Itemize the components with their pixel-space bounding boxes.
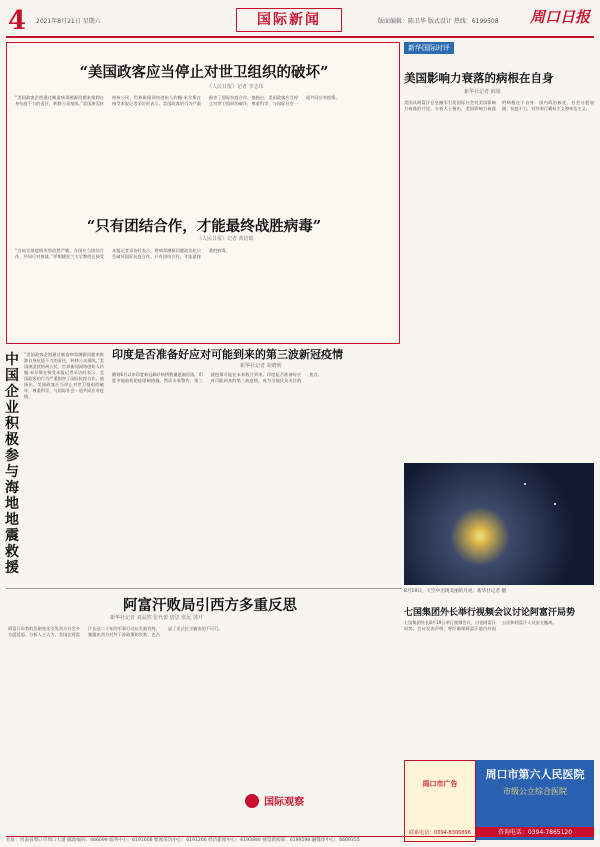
observation-badge — [245, 790, 355, 808]
section-title: 国际新闻 — [236, 8, 342, 32]
sidebar-headline: 美国影响力衰落的病根在自身 — [404, 71, 554, 85]
moon-photo — [404, 463, 594, 585]
india-headline: 印度是否准备好应对可能到来的第三波新冠疫情 — [112, 348, 343, 361]
star-dot — [524, 483, 526, 485]
lead-body: “美国政客企图通过制造病毒溯源问题来推卸自身抗疫不力的责任，转移公众视线。”美国康涅狄格州公民、世界新闻网络创始人约翰·米尔斯在接受本报记者采访时表示，美国政客的行为严重损害了国际抗疫合作。他指出，美国政客应当停止对世卫组织的破坏，尊重科学，与国际社会一道共同应对疫情。 — [15, 95, 340, 106]
hospital-subtitle: 市级公立综合医院 — [503, 787, 567, 796]
afghanistan-body: 阿富汗局势的急剧变化引发西方社会多方面反思。分析人士认为，美国在阿富汗长达二十年的军事行动以失败告终，暴露出西方对外干涉政策的失败，也凸显了美式民主输出的不可行。 — [8, 626, 223, 637]
second-headline: “只有团结合作，才能最终战胜病毒” — [86, 218, 322, 235]
vertical-headline: 中国企业积极参与海地地震救援 — [5, 352, 19, 576]
sidebar-byline: 新华社记者 韩梁 — [464, 89, 501, 95]
observation-label: 国际观察 — [264, 797, 305, 808]
hospital-name: 周口市第六人民医院 — [485, 768, 585, 781]
second-byline: 《人民日报》记者 黄培昭 — [197, 236, 254, 242]
lead-byline: 《人民日报》记者 李志伟 — [207, 84, 264, 90]
g7-headline: 七国集团外长举行视频会议讨论阿富汗局势 — [404, 608, 576, 618]
second-body: “当前全球疫情形势依然严峻，各国应当团结合作，共同应对挑战。”伊朗德黑兰大学教授在接受本报记者采访时表示，将病毒溯源问题政治化只会破坏国际抗疫合作。只有团结合作，才能最终战胜病毒。 — [15, 248, 230, 259]
sidebar-body: 美国从阿富汗仓皇撤军引发国际社会对美国影响力衰落的讨论。分析人士指出，美国影响力衰落的病根在于自身：国内政治极化、社会分裂加剧、抗疫不力，对外奉行霸权主义和单边主义。 — [404, 100, 594, 111]
divider — [6, 588, 402, 589]
ad-title: 周口市广告 — [422, 780, 458, 788]
ad-phone: 联系电话：0394-8306896 — [409, 830, 471, 836]
page-number: 4 — [8, 6, 27, 36]
afghanistan-byline: 新华社记者 刘品然 张代蕾 唐思 张远 郭升 — [110, 615, 203, 621]
g7-body: 七国集团外长8月19日举行视频会议，讨论阿富汗局势。会议发表声明，呼吁确保阿富汗境内外国公民和阿富汗人员安全撤离。 — [404, 620, 557, 631]
globe-icon — [245, 794, 259, 808]
photo-caption: 8月19日，天空中出现美丽的月亮。新华社记者 摄 — [404, 589, 507, 594]
hospital-advertisement — [476, 760, 594, 840]
date-line: 2021年8月21日 星期六 — [36, 18, 101, 25]
page-header — [0, 0, 600, 38]
editor-info: 版面编辑：陈卫华 版式设计 热线：6199508 — [378, 18, 499, 25]
lead-headline: “美国政客应当停止对世卫组织的破坏” — [79, 64, 329, 81]
india-byline: 新华社记者 胡晓明 — [240, 363, 282, 369]
header-rule — [6, 36, 594, 38]
india-body: 随着6月以来印度新冠确诊病例数量逐渐回落，印度多地放松防疫限制措施。然而专家警告，第三波疫情可能在未来数月到来。印度是否准备好应对可能到来的第三波疫情，成为当地民众关注的焦点。 — [112, 372, 322, 383]
hospital-phone: 咨询电话：0394-7865120 — [476, 827, 594, 836]
masthead-logo: 周口日报 — [530, 8, 591, 26]
haiti-article-body: “美国政客企图通过制造病毒溯源问题来推卸自身抗疫不力的责任，转移公众视线。”美国康涅狄格州公民、世界新闻网络创始人约翰·米尔斯在接受本报记者采访时表示，美国政客的行为严重损害了国际抗疫合作。他指出，美国政客应当停止对世卫组织的破坏，尊重科学，与国际社会一道共同应对疫情。 — [24, 352, 104, 399]
afghanistan-headline: 阿富汗败局引西方多重反思 — [123, 597, 297, 614]
advertisement-left — [404, 760, 476, 842]
page-footer: 社址：河南省周口市周口大道 邮政编码：466099 编务中心：6191608 要闻采访中心：6191206 经济新闻中心：6193890 视觉新闻部：6199598 融媒体中心：6609355 — [6, 836, 594, 847]
lead-feature-box — [6, 42, 400, 344]
star-dot — [554, 503, 556, 505]
commentary-tag: 新华国际时评 — [404, 42, 454, 54]
